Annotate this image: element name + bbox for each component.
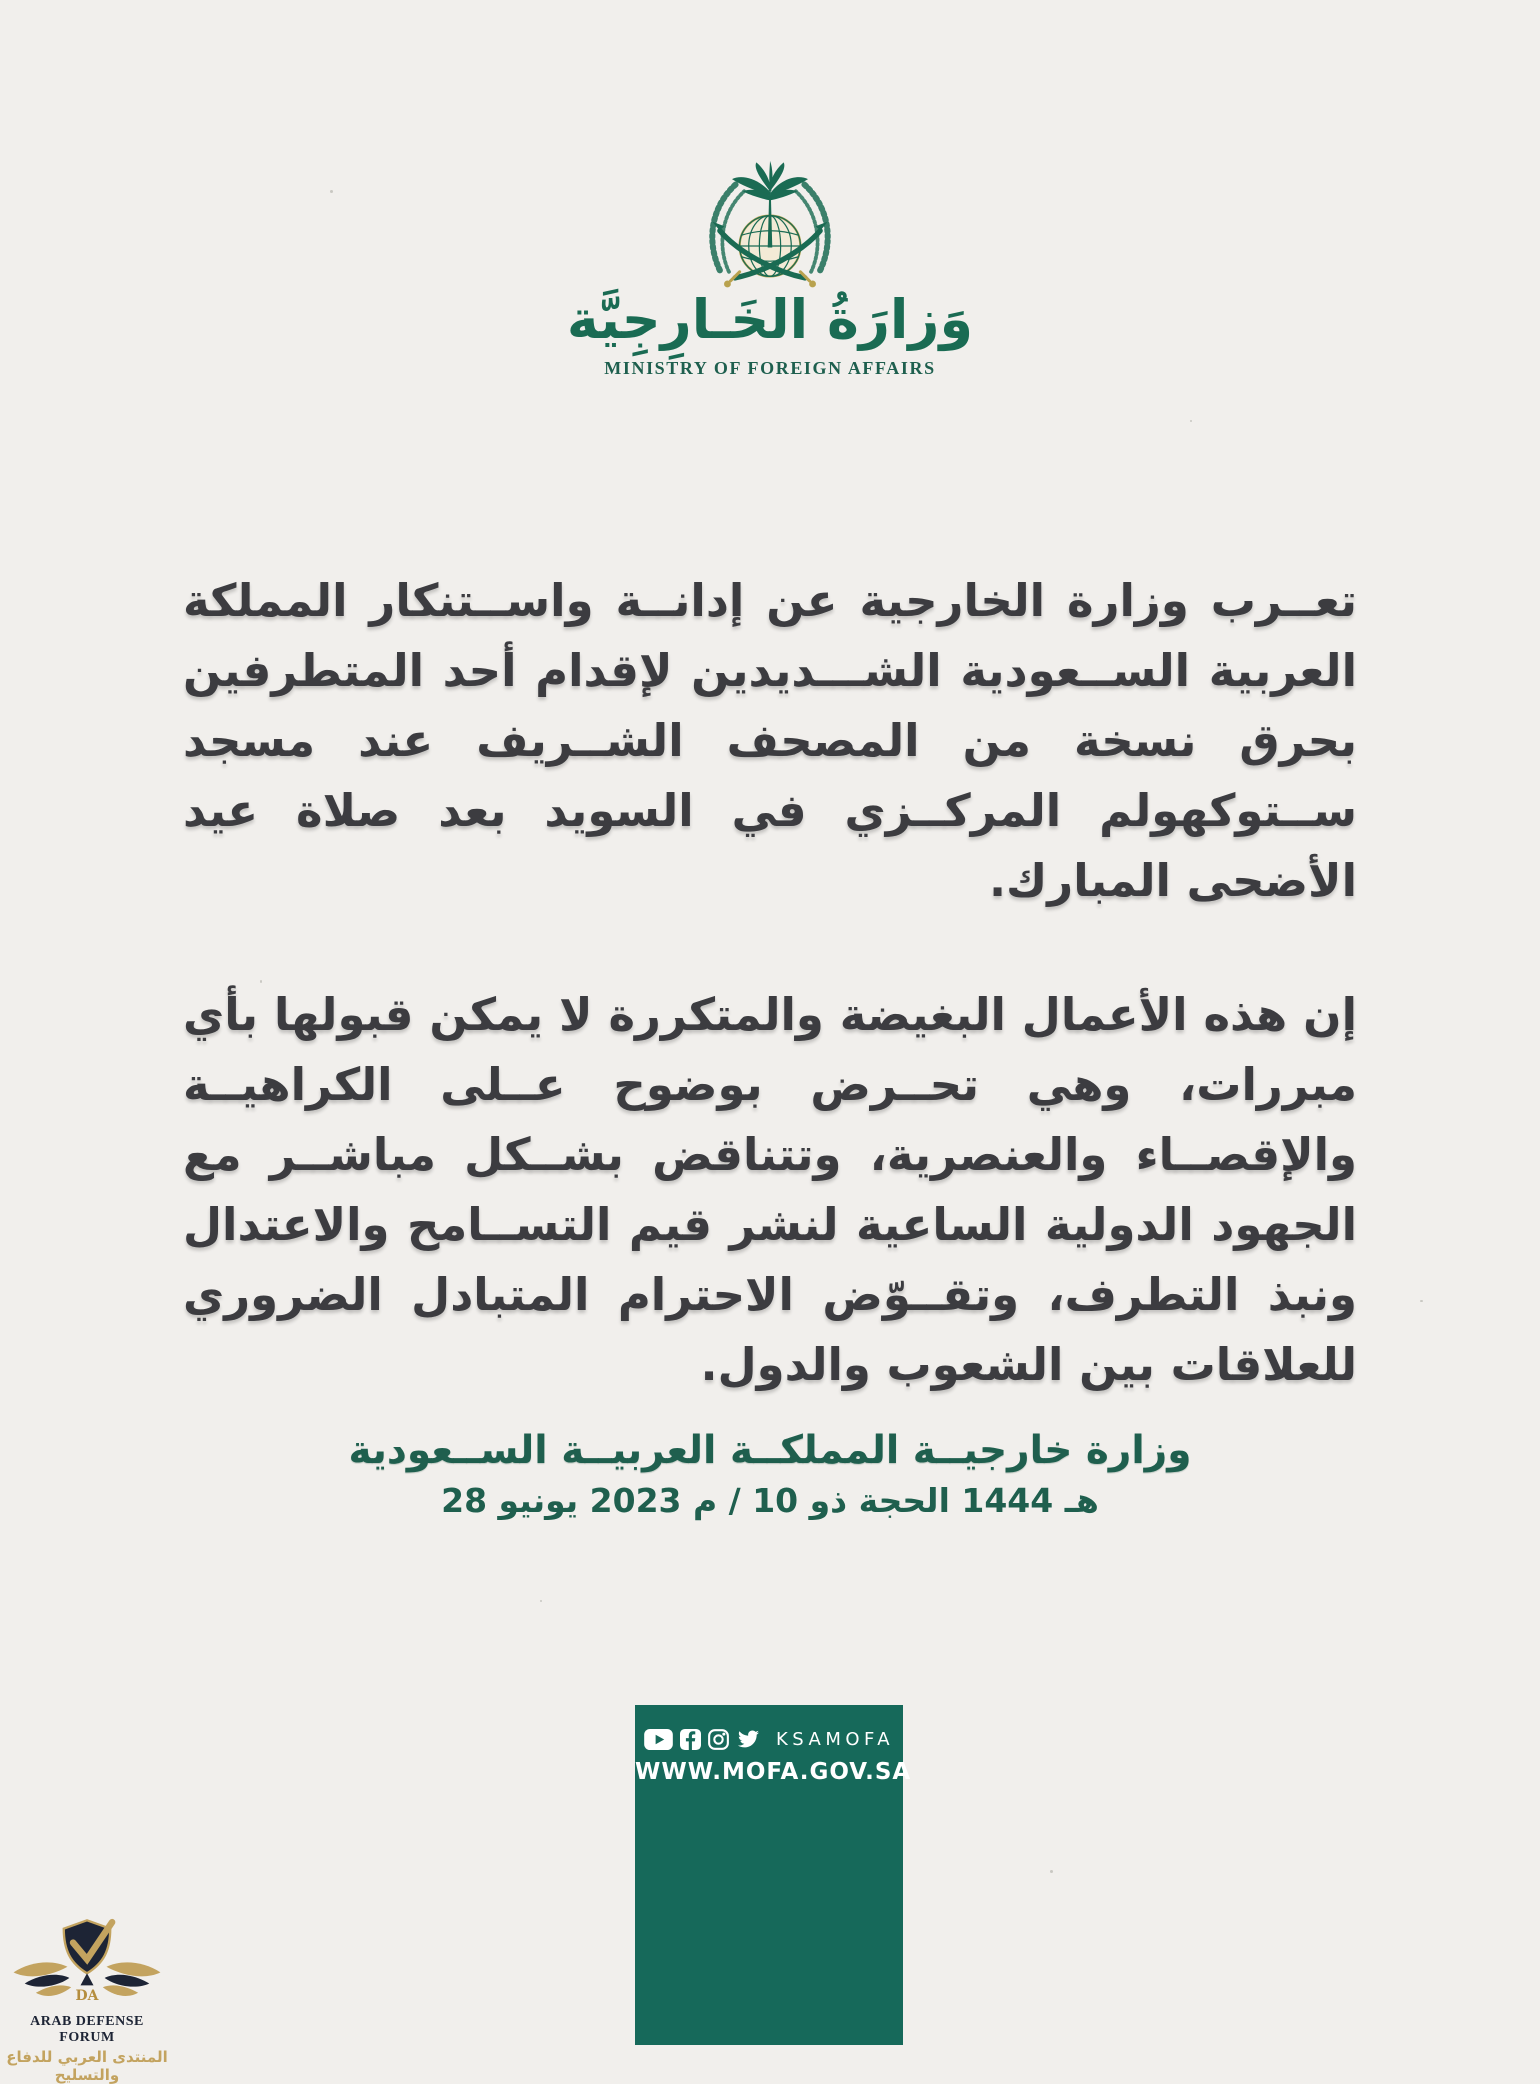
signature-block (0, 1428, 1540, 1520)
social-handle: KSAMOFA (775, 1729, 895, 1750)
instagram-icon[interactable] (708, 1729, 729, 1750)
arab-defense-forum-watermark (4, 1916, 170, 2084)
watermark-title-en: ARAB DEFENSE FORUM (30, 2014, 144, 2045)
social-row (635, 1705, 903, 1750)
watermark-title-ar: المنتدى العربي للدفاع والتسليح (6, 2048, 168, 2084)
paper-speck (1420, 1300, 1423, 1302)
statement-body (183, 566, 1357, 1464)
paper-speck (330, 190, 333, 193)
signature-date: 28 ‎يونيو ‎2023 ‎م ‎/ ‎10 ‎ذو ‎الحجة ‎1444 ‎هـ (441, 1481, 1099, 1520)
statement-paragraph-1: تعــرب وزارة الخارجية عن إدانــة واســتنكار المملكة العربية الســعودية الشـــديدين لإقدام أحد المتطرفين بحرق نسخة من المصحف الشــريف عند مسجد ســتوكهولم المركــزي في السويد بعد صلاة عيد الأضحى المبارك. (183, 574, 1357, 907)
signature-org: وزارة خارجيــة المملكــة العربيــة الســعودية (348, 1428, 1192, 1473)
adf-logo-icon (8, 1916, 166, 2012)
shield (64, 1920, 110, 1973)
paper-speck (540, 1600, 542, 1602)
ministry-name-english: MINISTRY OF FOREIGN AFFAIRS (604, 358, 936, 378)
footer-banner (635, 1705, 912, 2045)
adf-initials: DA (75, 1988, 99, 2005)
ministry-calligraphy-arabic: وَزارَةُ الخَـارِجِيَّة (566, 288, 974, 351)
paper-speck (1190, 420, 1192, 422)
facebook-icon[interactable] (680, 1729, 701, 1750)
mofa-emblem (694, 156, 846, 301)
statement-paragraph-2: إن هذه الأعمال البغيضة والمتكررة لا يمكن قبولها بأي مبررات، وهي تحــرض بوضوح عــلى الكراهيــة والإقصــاء والعنصرية، وتتناقض بشــكل مباشــر مع الجهود الدولية الساعية لنشر قيم التســامح والاعتدال ونبذ التطرف، وتقــوّض الاحترام المتبادل الضروري للعلاقات بين الشعوب والدول. (183, 988, 1357, 1391)
paper-speck (1050, 1870, 1053, 1873)
youtube-icon[interactable] (644, 1729, 673, 1750)
website-url[interactable]: WWW.MOFA.GOV.SA (635, 1759, 912, 1785)
twitter-icon[interactable] (736, 1730, 760, 1750)
